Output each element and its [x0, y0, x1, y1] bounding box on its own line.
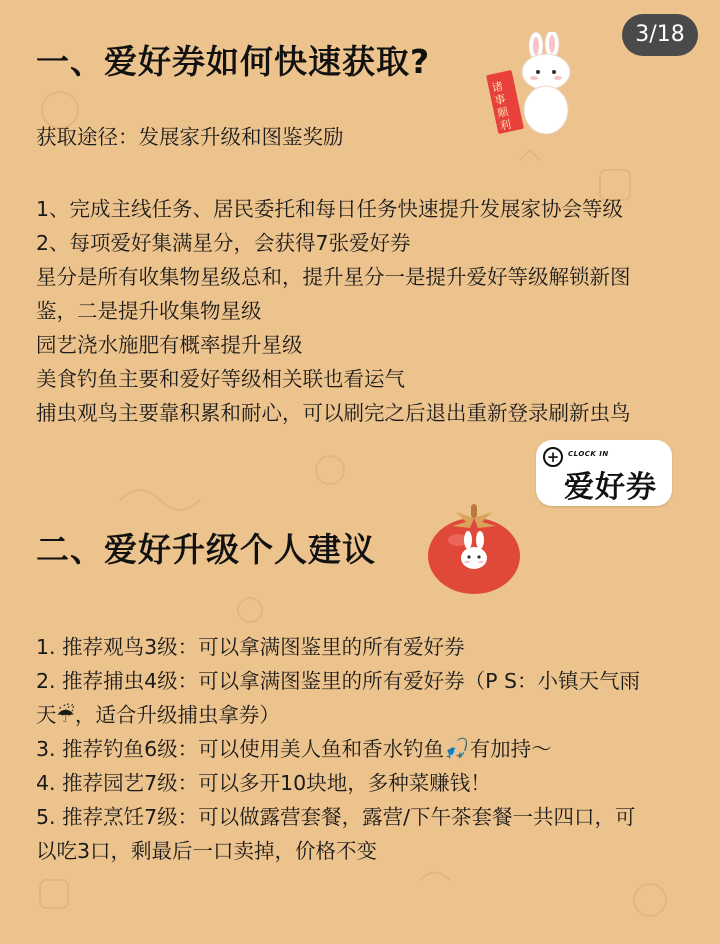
section1-title: 一、爱好券如何快速获取?	[36, 42, 431, 81]
tip-line: 1、完成主线任务、居民委托和每日任务快速提升发展家协会等级	[36, 197, 624, 221]
tip-line: 1. 推荐观鸟3级：可以拿满图鉴里的所有爱好券	[36, 635, 465, 659]
tip-line: 星分是所有收集物星级总和，提升星分一是提升爱好等级解锁新图	[36, 265, 631, 289]
tip-line: 捕虫观鸟主要靠积累和耐心，可以刷完之后退出重新登录刷新虫鸟	[36, 401, 631, 425]
section1-tips	[36, 192, 684, 430]
clock-in-sticker	[536, 440, 672, 506]
banner-text: 诸事顺利	[490, 79, 513, 133]
page-indicator-badge: 3/18	[622, 14, 698, 56]
tomato-rabbit-icon	[424, 500, 524, 596]
tip-line: 园艺浇水施肥有概率提升星级	[36, 333, 303, 357]
tip-line: 美食钓鱼主要和爱好等级相关联也看运气	[36, 367, 405, 391]
clock-in-label: CLOCK IN	[568, 450, 609, 458]
tip-line: 天☔，适合升级捕虫拿券）	[36, 703, 280, 727]
tip-line: 5. 推荐烹饪7级：可以做露营套餐，露营/下午茶套餐一共四口，可	[36, 805, 636, 829]
tip-line: 3. 推荐钓鱼6级：可以使用美人鱼和香水钓鱼🎣有加持～	[36, 737, 552, 761]
acquisition-route-text: 获取途径：发展家升级和图鉴奖励	[36, 125, 344, 149]
tip-line: 2. 推荐捕虫4级：可以拿满图鉴里的所有爱好券（P S：小镇天气雨	[36, 669, 641, 693]
tip-line: 鉴，二是提升收集物星级	[36, 299, 262, 323]
tip-line: 以吃3口，剩最后一口卖掉，价格不变	[36, 839, 378, 863]
section2-tips	[36, 630, 684, 868]
tip-line: 4. 推荐园艺7级：可以多开10块地，多种菜赚钱！	[36, 771, 491, 795]
section2-title: 二、爱好升级个人建议	[36, 530, 376, 569]
plus-circle-icon: +	[543, 447, 563, 467]
clock-in-title: 爱好券	[564, 470, 657, 505]
tip-line: 2、每项爱好集满星分，会获得7张爱好券	[36, 231, 411, 255]
